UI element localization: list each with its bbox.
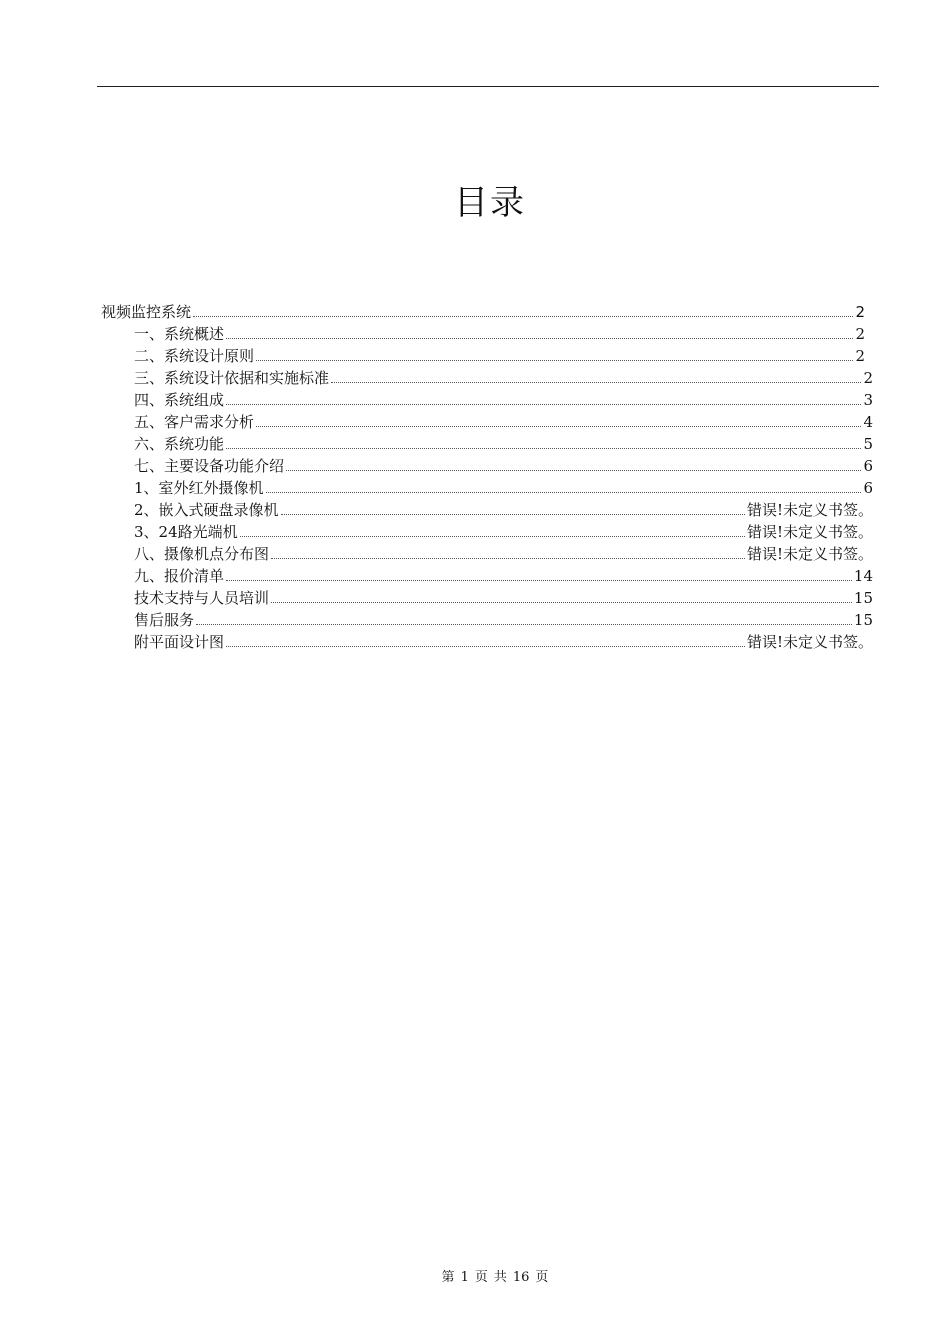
toc-entry[interactable]: [134, 454, 873, 476]
toc-dot-leader: [271, 602, 852, 603]
toc-dot-leader: [271, 558, 745, 559]
toc-entry[interactable]: [134, 322, 865, 344]
toc-entry-page: 2: [855, 325, 865, 343]
page-title: 目录: [454, 183, 526, 223]
toc-entry-page: 15: [853, 611, 873, 629]
toc-entry[interactable]: [134, 476, 873, 498]
toc-entry-page: 14: [853, 567, 873, 585]
toc-entry[interactable]: [134, 388, 873, 410]
footer-total-word: 共: [493, 1270, 507, 1285]
header-rule: [97, 86, 879, 87]
toc-entry[interactable]: [134, 608, 873, 630]
toc-dot-leader: [266, 492, 862, 493]
toc-entry-page: 2: [855, 303, 865, 321]
toc-dot-leader: [286, 470, 861, 471]
toc-entry-label: 3、24路光端机: [134, 523, 238, 541]
toc-entry[interactable]: [134, 344, 865, 366]
toc-entry-label: 技术支持与人员培训: [134, 589, 270, 607]
toc-entry-label: 九、报价清单: [134, 567, 225, 585]
toc-entry-label: 1、室外红外摄像机: [134, 479, 264, 497]
toc-dot-leader: [256, 426, 861, 427]
toc-dot-leader: [226, 338, 853, 339]
toc-entry[interactable]: [134, 542, 873, 564]
toc-dot-leader: [331, 382, 861, 383]
footer-suffix: 页: [535, 1270, 549, 1285]
toc-entry[interactable]: [101, 300, 865, 322]
toc-entry-label: 四、系统组成: [134, 391, 225, 409]
toc-entry[interactable]: [134, 564, 873, 586]
toc-entry-label: 附平面设计图: [134, 633, 225, 651]
toc-entry[interactable]: [134, 498, 873, 520]
toc-entry-page: 5: [863, 435, 873, 453]
toc-dot-leader: [196, 624, 852, 625]
footer-current-page: 1: [460, 1270, 469, 1285]
toc-entry[interactable]: [134, 630, 873, 652]
toc-entry-page: 6: [863, 479, 873, 497]
toc-entry[interactable]: [134, 366, 873, 388]
toc-entry-page: 2: [863, 369, 873, 387]
toc-entry-page: 2: [855, 347, 865, 365]
toc-entry-page: 错误!未定义书签。: [746, 523, 873, 541]
toc-entry-label: 五、客户需求分析: [134, 413, 255, 431]
toc-entry-label: 七、主要设备功能介绍: [134, 457, 285, 475]
toc-entry-label: 八、摄像机点分布图: [134, 545, 270, 563]
toc-entry-label: 三、系统设计依据和实施标准: [134, 369, 330, 387]
toc-dot-leader: [226, 448, 861, 449]
toc-entry-page: 错误!未定义书签。: [746, 501, 873, 519]
toc-entry[interactable]: [134, 520, 873, 542]
toc-entry-label: 视频监控系统: [101, 303, 192, 321]
toc-dot-leader: [281, 514, 745, 515]
toc-entry-page: 6: [863, 457, 873, 475]
toc-entry[interactable]: [134, 410, 873, 432]
toc-entry-label: 2、嵌入式硬盘录像机: [134, 501, 279, 519]
toc-entry-page: 4: [863, 413, 873, 431]
toc-entry-page: 3: [863, 391, 873, 409]
toc-entry-page: 15: [853, 589, 873, 607]
toc-entry-label: 售后服务: [134, 611, 195, 629]
toc-dot-leader: [226, 580, 852, 581]
toc-entry[interactable]: [134, 432, 873, 454]
toc-dot-leader: [193, 316, 853, 317]
toc-entry-page: 错误!未定义书签。: [746, 633, 873, 651]
footer-page-word: 页: [474, 1270, 488, 1285]
toc-entry-page: 错误!未定义书签。: [746, 545, 873, 563]
toc-entry-label: 二、系统设计原则: [134, 347, 255, 365]
toc-entry[interactable]: [134, 586, 873, 608]
toc-dot-leader: [226, 404, 861, 405]
toc-entry-label: 六、系统功能: [134, 435, 225, 453]
toc-entry-label: 一、系统概述: [134, 325, 225, 343]
toc-dot-leader: [240, 536, 745, 537]
footer-total-pages: 16: [512, 1270, 530, 1285]
toc-dot-leader: [256, 360, 853, 361]
page-footer: [0, 1268, 950, 1288]
toc-dot-leader: [226, 646, 745, 647]
footer-prefix: 第: [441, 1270, 455, 1285]
